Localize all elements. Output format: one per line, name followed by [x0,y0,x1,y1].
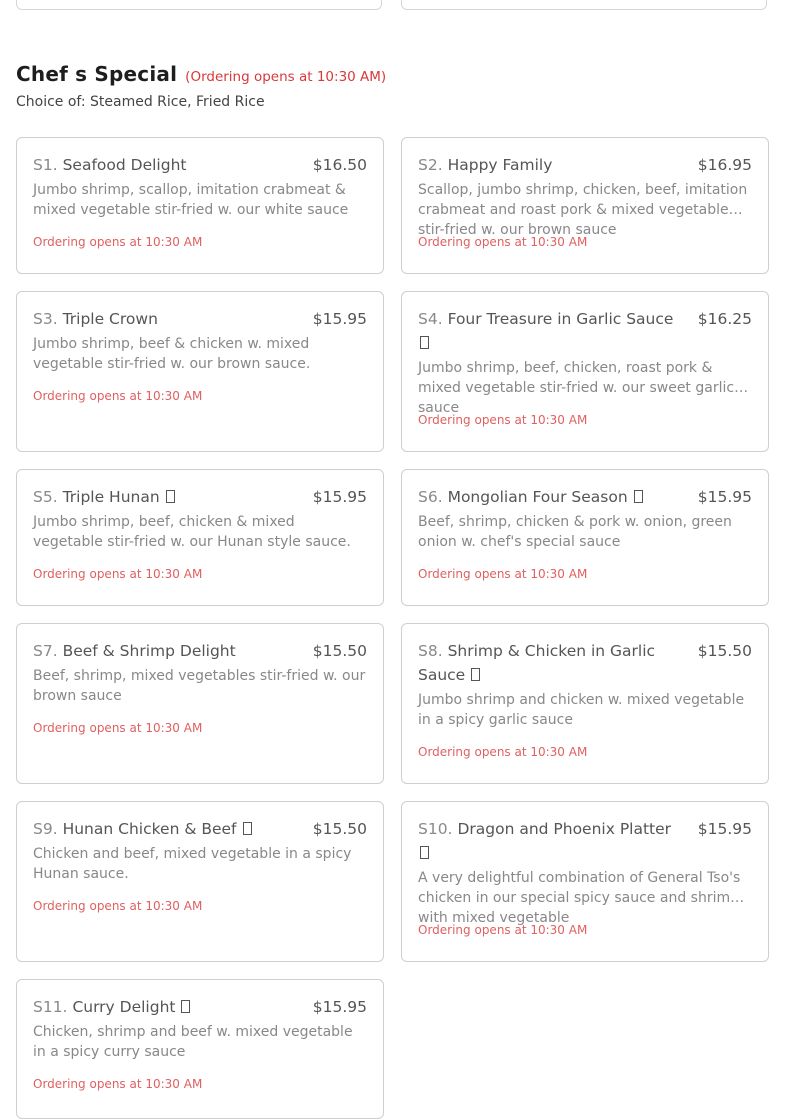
item-price: $15.95 [312,310,367,328]
item-code: S5. [33,488,58,506]
item-name: Curry Delight [72,998,176,1016]
item-description: A very delightful combination of General Tso's chicken in our special spicy sauce and shrimp with mixed vegetable [418,870,741,926]
item-title [418,639,688,687]
item-title [418,485,643,509]
menu-item-card[interactable] [16,0,382,10]
spicy-pepper-icon [420,846,429,859]
item-price: $15.95 [697,820,752,838]
spicy-pepper-icon [181,1000,190,1013]
item-description: Scallop, jumbo shrimp, chicken, beef, imitation crabmeat and roast pork & mixed vegetable stir-fried w. our brown sauce [418,182,748,238]
item-ordering-status: Ordering opens at 10:30 AM [418,567,588,581]
item-title [418,817,671,865]
item-title [33,307,158,331]
section-ordering-note: (Ordering opens at 10:30 AM) [185,69,387,85]
item-ordering-status: Ordering opens at 10:30 AM [418,745,588,759]
menu-item-card-s1[interactable] [16,137,384,274]
menu-item-card-s9[interactable] [16,801,384,962]
item-price: $16.50 [312,156,367,174]
item-code: S6. [418,488,443,506]
menu-item-card-s11[interactable] [16,979,384,1119]
menu-item-card-s4[interactable] [401,291,769,452]
item-name: Dragon and Phoenix Platter [457,820,672,838]
item-code: S2. [418,156,443,174]
item-name: Triple Crown [62,310,158,328]
spicy-pepper-icon [471,668,480,681]
menu-item-card-s8[interactable] [401,623,769,784]
item-code: S4. [418,310,443,328]
section-header [16,62,776,110]
item-ordering-status: Ordering opens at 10:30 AM [33,721,203,735]
spicy-pepper-icon [420,336,429,349]
spicy-pepper-icon [243,822,252,835]
section-description: Choice of: Steamed Rice, Fried Rice [16,94,265,110]
item-price: $16.95 [697,156,752,174]
item-code: S1. [33,156,58,174]
spicy-pepper-icon [166,490,175,503]
item-code: S9. [33,820,58,838]
item-price: $15.50 [312,642,367,660]
item-code: S8. [418,642,443,660]
menu-item-card-s7[interactable] [16,623,384,784]
item-ordering-status: Ordering opens at 10:30 AM [33,235,203,249]
item-title [33,817,252,841]
item-description: Beef, shrimp, mixed vegetables stir-fried w. our brown sauce [33,668,366,704]
menu-item-card[interactable] [401,0,767,10]
item-price: $15.95 [312,998,367,1016]
item-code: S10. [418,820,453,838]
item-name: Beef & Shrimp Delight [62,642,236,660]
item-title [33,995,190,1019]
item-name: Seafood Delight [62,156,187,174]
item-name: Happy Family [447,156,553,174]
item-title [33,153,186,177]
menu-item-card-s6[interactable] [401,469,769,606]
item-description: Jumbo shrimp and chicken w. mixed vegetable in a spicy garlic sauce [418,692,745,728]
menu-item-card-s5[interactable] [16,469,384,606]
item-name: Shrimp & Chicken in Garlic Sauce [418,642,656,684]
item-title [418,307,673,355]
item-ordering-status: Ordering opens at 10:30 AM [418,413,588,427]
item-description: Beef, shrimp, chicken & pork w. onion, green onion w. chef's special sauce [418,514,732,550]
item-code: S7. [33,642,58,660]
item-description: Chicken and beef, mixed vegetable in a spicy Hunan sauce. [33,846,352,882]
item-code: S11. [33,998,68,1016]
item-ordering-status: Ordering opens at 10:30 AM [33,899,203,913]
item-ordering-status: Ordering opens at 10:30 AM [33,1077,203,1091]
item-ordering-status: Ordering opens at 10:30 AM [418,923,588,937]
item-price: $16.25 [697,310,752,328]
item-description: Jumbo shrimp, beef & chicken w. mixed vegetable stir-fried w. our brown sauce. [33,336,311,372]
previous-section-cards [16,0,769,12]
item-name: Triple Hunan [62,488,160,506]
item-title [33,639,236,663]
item-price: $15.50 [697,642,752,660]
item-description: Chicken, shrimp and beef w. mixed vegetable in a spicy curry sauce [33,1024,353,1060]
item-ordering-status: Ordering opens at 10:30 AM [33,389,203,403]
menu-item-card-s2[interactable] [401,137,769,274]
item-description: Jumbo shrimp, beef, chicken, roast pork & mixed vegetable stir-fried w. our sweet garlic sauce [418,360,735,416]
menu-item-card-s3[interactable] [16,291,384,452]
item-price: $15.50 [312,820,367,838]
spicy-pepper-icon [634,490,643,503]
item-title [33,485,175,509]
item-price: $15.95 [697,488,752,506]
item-description: Jumbo shrimp, scallop, imitation crabmeat & mixed vegetable stir-fried w. our white sauce [33,182,349,218]
item-name: Four Treasure in Garlic Sauce [447,310,674,328]
item-name: Mongolian Four Season [447,488,628,506]
item-name: Hunan Chicken & Beef [62,820,237,838]
section-title: Chef s Special [16,62,178,86]
item-price: $15.95 [312,488,367,506]
item-ordering-status: Ordering opens at 10:30 AM [33,567,203,581]
item-description: Jumbo shrimp, beef, chicken & mixed vegetable stir-fried w. our Hunan style sauce. [33,514,351,550]
item-code: S3. [33,310,58,328]
menu-item-card-s10[interactable] [401,801,769,962]
item-ordering-status: Ordering opens at 10:30 AM [418,235,588,249]
item-title [418,153,552,177]
